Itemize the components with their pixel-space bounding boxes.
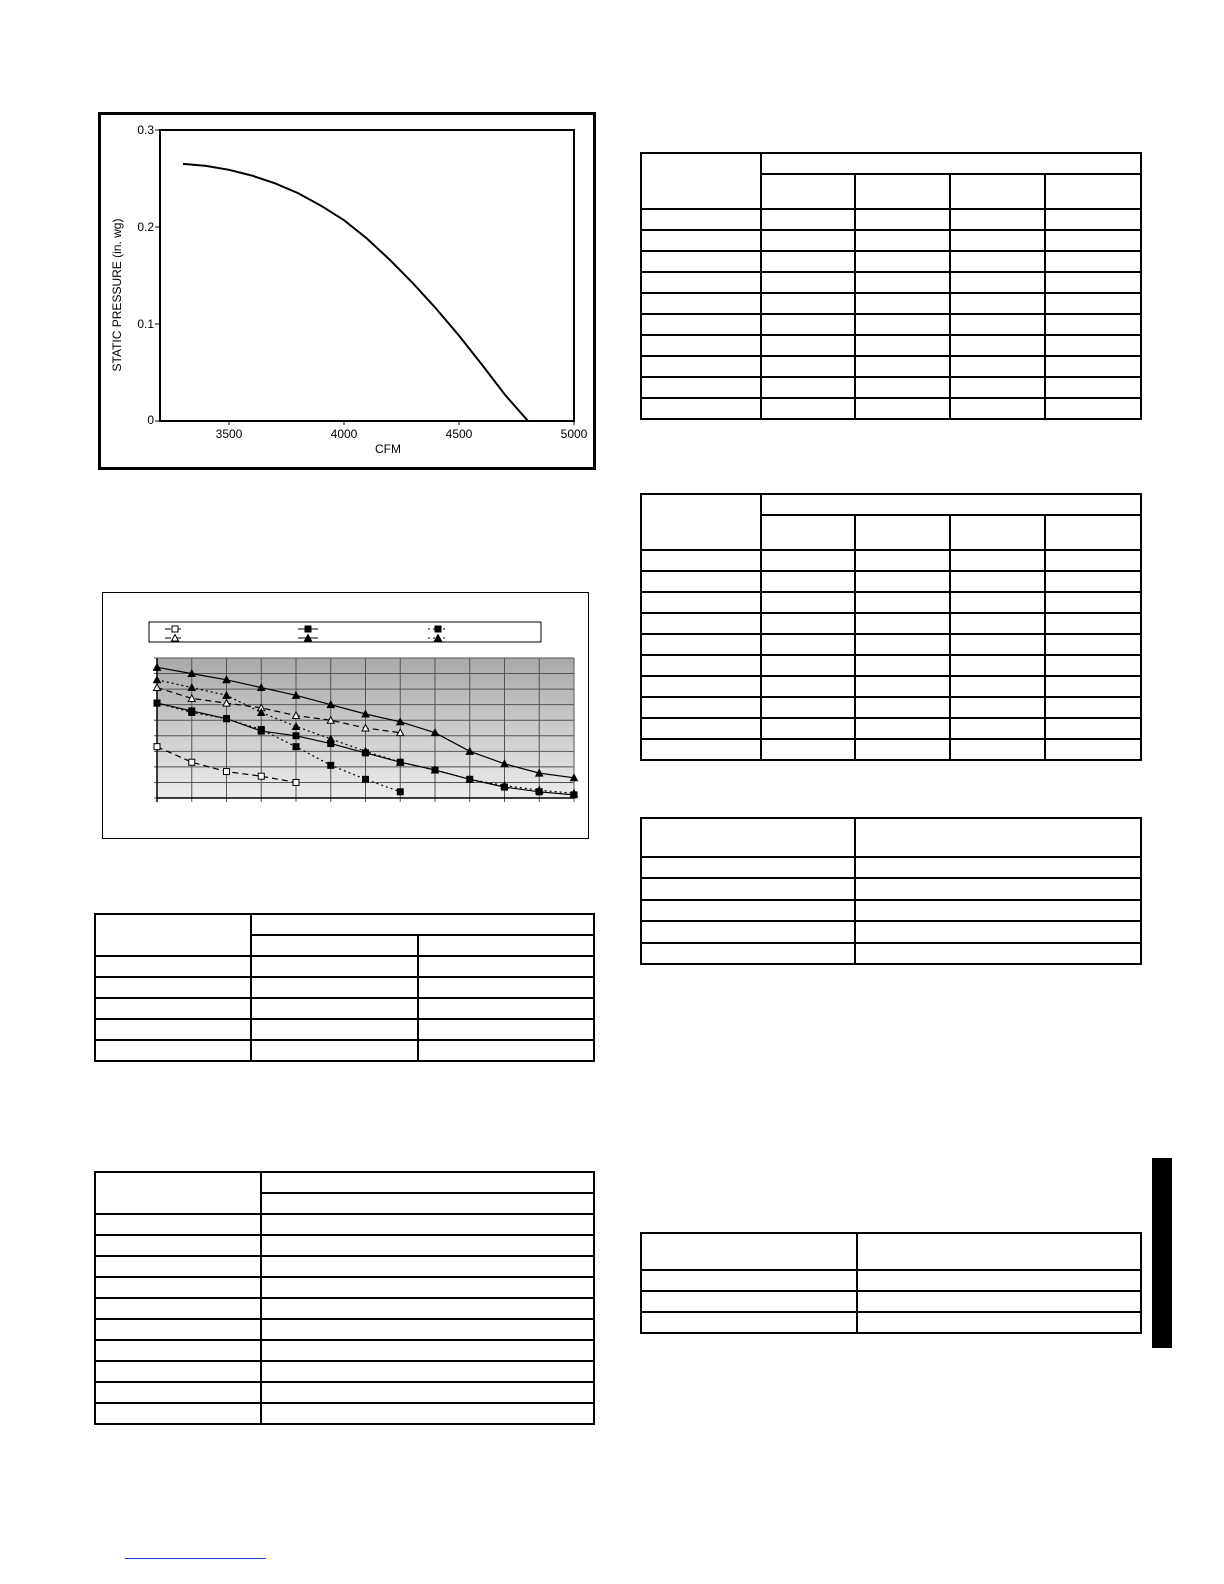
table-cell xyxy=(418,998,594,1019)
table-cell xyxy=(95,1040,251,1061)
table-cell xyxy=(641,739,761,760)
table-cell xyxy=(855,398,950,419)
table-row xyxy=(641,900,1141,921)
table-cell xyxy=(95,956,251,977)
table-cell xyxy=(950,377,1046,398)
table-row xyxy=(95,998,594,1019)
table-row xyxy=(95,1235,594,1256)
table-cell xyxy=(855,251,950,272)
table-cell xyxy=(418,1019,594,1040)
table-cell xyxy=(418,1040,594,1061)
table-cell xyxy=(1045,571,1141,592)
table-cell xyxy=(641,209,761,230)
table-cell xyxy=(950,314,1046,335)
table-cell xyxy=(761,230,856,251)
table-cell xyxy=(950,634,1046,655)
table-cell xyxy=(95,1340,261,1361)
table-row xyxy=(641,592,1141,613)
table-row xyxy=(641,209,1141,230)
section-tab xyxy=(1152,1158,1172,1348)
data-point-marker xyxy=(258,773,264,779)
table-cell xyxy=(641,550,761,571)
table-cell xyxy=(1045,335,1141,356)
table-cell xyxy=(1045,613,1141,634)
table-cell xyxy=(950,739,1046,760)
table-cell xyxy=(1045,515,1141,550)
x-tick-label: 4000 xyxy=(330,427,358,441)
table-cell xyxy=(761,174,856,209)
table-cell xyxy=(761,550,856,571)
table-cell xyxy=(641,230,761,251)
right-table-1 xyxy=(640,152,1142,420)
table-cell xyxy=(950,718,1046,739)
table-cell xyxy=(855,878,1141,899)
data-point-marker xyxy=(172,626,178,632)
table-row xyxy=(641,739,1141,760)
x-tick-label: 4500 xyxy=(445,427,473,441)
table-row xyxy=(95,1361,594,1382)
table-cell xyxy=(950,251,1046,272)
y-tick-label: 0 xyxy=(147,413,154,427)
table-cell xyxy=(1045,272,1141,293)
y-tick-label: 0.3 xyxy=(137,123,154,137)
table-cell xyxy=(641,900,855,921)
plot-area xyxy=(160,130,574,421)
table-cell xyxy=(855,314,950,335)
table-cell xyxy=(761,592,856,613)
table-cell xyxy=(641,335,761,356)
table-row xyxy=(641,571,1141,592)
table-cell xyxy=(641,1233,857,1270)
table-cell xyxy=(855,335,950,356)
table-cell xyxy=(950,676,1046,697)
table-cell xyxy=(251,935,417,956)
pressure-curve xyxy=(183,164,544,421)
table-cell xyxy=(261,1382,594,1403)
table-cell xyxy=(950,571,1046,592)
table-cell xyxy=(761,272,856,293)
table-cell xyxy=(95,1256,261,1277)
table-row xyxy=(641,398,1141,419)
data-point-marker xyxy=(293,779,299,785)
table-cell xyxy=(855,571,950,592)
table-cell xyxy=(641,1312,857,1333)
right-table-3 xyxy=(640,817,1142,965)
table-cell xyxy=(418,977,594,998)
table-cell xyxy=(855,739,950,760)
table-cell xyxy=(950,174,1046,209)
table-cell xyxy=(1045,377,1141,398)
y-tick-label: 0.2 xyxy=(137,220,154,234)
table-cell xyxy=(1045,293,1141,314)
table-cell xyxy=(761,251,856,272)
table-cell xyxy=(950,398,1046,419)
table-cell xyxy=(855,377,950,398)
table-row xyxy=(641,634,1141,655)
table-cell xyxy=(855,900,1141,921)
table-cell xyxy=(261,1193,594,1214)
table-row xyxy=(95,914,594,935)
table-cell xyxy=(641,1270,857,1291)
table-cell xyxy=(641,356,761,377)
table-cell xyxy=(261,1361,594,1382)
table-cell xyxy=(95,1319,261,1340)
table-row xyxy=(641,1291,1141,1312)
table-cell xyxy=(641,398,761,419)
table-cell xyxy=(641,921,855,942)
table-cell xyxy=(251,1040,417,1061)
table-cell xyxy=(641,251,761,272)
table-cell xyxy=(761,739,856,760)
table-cell xyxy=(95,1214,261,1235)
data-point-marker xyxy=(397,789,403,795)
table-cell xyxy=(855,655,950,676)
static-pressure-chart xyxy=(98,112,596,470)
table-row xyxy=(641,613,1141,634)
table-row xyxy=(641,676,1141,697)
table-cell xyxy=(761,314,856,335)
right-table-4 xyxy=(640,1232,1142,1334)
table-row xyxy=(641,1270,1141,1291)
table-cell xyxy=(761,697,856,718)
table-cell xyxy=(855,921,1141,942)
table-cell xyxy=(95,1277,261,1298)
table-cell xyxy=(261,1214,594,1235)
table-cell xyxy=(95,1235,261,1256)
table-cell xyxy=(95,1403,261,1424)
table-cell xyxy=(641,878,855,899)
table-cell xyxy=(261,1319,594,1340)
performance-chart-svg xyxy=(103,593,588,838)
table-cell xyxy=(761,613,856,634)
y-tick-label: 0.1 xyxy=(137,317,154,331)
table-cell xyxy=(1045,634,1141,655)
table-row xyxy=(95,1019,594,1040)
table-row xyxy=(641,272,1141,293)
table-cell xyxy=(641,571,761,592)
table-row xyxy=(95,1298,594,1319)
table-cell xyxy=(855,697,950,718)
table-cell xyxy=(950,293,1046,314)
table-cell xyxy=(95,914,251,956)
table-cell xyxy=(261,1172,594,1193)
table-row xyxy=(641,857,1141,878)
table-cell xyxy=(261,1256,594,1277)
chart-legend xyxy=(149,622,541,642)
table-cell xyxy=(641,153,761,209)
left-table-1 xyxy=(94,913,595,1062)
table-cell xyxy=(761,356,856,377)
table-row xyxy=(95,1319,594,1340)
table-cell xyxy=(761,571,856,592)
data-point-marker xyxy=(293,744,299,750)
table-row xyxy=(641,943,1141,964)
static-pressure-chart-svg xyxy=(101,115,593,467)
right-table-2 xyxy=(640,493,1142,761)
performance-chart xyxy=(102,592,589,839)
table-cell xyxy=(950,655,1046,676)
table-cell xyxy=(1045,251,1141,272)
data-point-marker xyxy=(435,626,441,632)
table-cell xyxy=(1045,739,1141,760)
x-tick-label: 3500 xyxy=(215,427,243,441)
data-point-marker xyxy=(154,744,160,750)
x-tick-label: 5000 xyxy=(560,427,588,441)
table-cell xyxy=(1045,174,1141,209)
table-cell xyxy=(950,209,1046,230)
table-cell xyxy=(855,818,1141,857)
table-row xyxy=(95,956,594,977)
table-cell xyxy=(95,1019,251,1040)
table-row xyxy=(641,550,1141,571)
table-cell xyxy=(261,1403,594,1424)
table-row xyxy=(95,1214,594,1235)
table-cell xyxy=(641,697,761,718)
table-cell xyxy=(761,494,1141,515)
table-row xyxy=(95,977,594,998)
table-row xyxy=(641,251,1141,272)
x-axis-label: CFM xyxy=(375,442,401,456)
table-row xyxy=(641,153,1141,174)
table-cell xyxy=(855,592,950,613)
table-cell xyxy=(761,209,856,230)
table-cell xyxy=(857,1270,1141,1291)
table-cell xyxy=(641,293,761,314)
table-cell xyxy=(95,1172,261,1214)
table-cell xyxy=(251,998,417,1019)
table-row xyxy=(95,1277,594,1298)
table-cell xyxy=(1045,230,1141,251)
table-cell xyxy=(641,676,761,697)
table-row xyxy=(641,377,1141,398)
table-cell xyxy=(855,230,950,251)
table-row xyxy=(641,335,1141,356)
data-point-marker xyxy=(224,716,230,722)
table-cell xyxy=(251,1019,417,1040)
table-cell xyxy=(251,914,594,935)
table-row xyxy=(641,697,1141,718)
table-row xyxy=(641,293,1141,314)
table-cell xyxy=(641,314,761,335)
table-cell xyxy=(95,1298,261,1319)
data-point-marker xyxy=(224,769,230,775)
table-cell xyxy=(95,1382,261,1403)
table-cell xyxy=(95,1361,261,1382)
data-point-marker xyxy=(154,700,160,706)
table-cell xyxy=(950,613,1046,634)
table-row xyxy=(641,878,1141,899)
table-cell xyxy=(857,1291,1141,1312)
table-cell xyxy=(641,634,761,655)
table-cell xyxy=(855,943,1141,964)
table-cell xyxy=(641,272,761,293)
table-row xyxy=(95,1403,594,1424)
table-cell xyxy=(641,494,761,550)
data-point-marker xyxy=(189,759,195,765)
table-cell xyxy=(761,398,856,419)
table-cell xyxy=(641,718,761,739)
table-cell xyxy=(1045,209,1141,230)
table-cell xyxy=(1045,356,1141,377)
table-cell xyxy=(950,356,1046,377)
table-cell xyxy=(855,857,1141,878)
table-cell xyxy=(641,613,761,634)
y-axis-label: STATIC PRESSURE (in. wg) xyxy=(110,218,124,372)
footer-link-underline[interactable] xyxy=(125,1558,266,1559)
table-cell xyxy=(261,1340,594,1361)
table-cell xyxy=(1045,550,1141,571)
table-cell xyxy=(855,174,950,209)
table-cell xyxy=(950,335,1046,356)
table-cell xyxy=(857,1233,1141,1270)
table-cell xyxy=(1045,697,1141,718)
table-row xyxy=(641,921,1141,942)
table-row xyxy=(641,356,1141,377)
table-cell xyxy=(761,655,856,676)
table-cell xyxy=(950,272,1046,293)
table-cell xyxy=(950,230,1046,251)
table-cell xyxy=(1045,314,1141,335)
table-cell xyxy=(1045,655,1141,676)
table-row xyxy=(641,494,1141,515)
table-cell xyxy=(261,1298,594,1319)
table-cell xyxy=(641,1291,857,1312)
table-cell xyxy=(1045,398,1141,419)
table-row xyxy=(95,1340,594,1361)
data-point-marker xyxy=(305,626,311,632)
table-cell xyxy=(418,956,594,977)
table-cell xyxy=(855,515,950,550)
data-point-marker xyxy=(293,733,299,739)
table-cell xyxy=(761,153,1141,174)
table-row xyxy=(95,1172,594,1193)
table-cell xyxy=(855,613,950,634)
table-cell xyxy=(855,550,950,571)
data-point-marker xyxy=(189,709,195,715)
table-row xyxy=(641,718,1141,739)
table-cell xyxy=(761,718,856,739)
table-cell xyxy=(641,943,855,964)
table-cell xyxy=(761,335,856,356)
table-cell xyxy=(855,209,950,230)
table-cell xyxy=(1045,592,1141,613)
table-cell xyxy=(95,977,251,998)
table-row xyxy=(641,1233,1141,1270)
table-cell xyxy=(761,676,856,697)
table-cell xyxy=(251,977,417,998)
table-cell xyxy=(1045,718,1141,739)
table-cell xyxy=(95,998,251,1019)
table-cell xyxy=(641,655,761,676)
table-cell xyxy=(261,1235,594,1256)
table-cell xyxy=(855,634,950,655)
table-cell xyxy=(950,697,1046,718)
table-row xyxy=(95,1040,594,1061)
table-row xyxy=(641,1312,1141,1333)
table-row xyxy=(641,818,1141,857)
table-row xyxy=(641,655,1141,676)
table-cell xyxy=(761,634,856,655)
table-cell xyxy=(950,592,1046,613)
table-cell xyxy=(857,1312,1141,1333)
table-cell xyxy=(641,592,761,613)
table-cell xyxy=(641,377,761,398)
table-cell xyxy=(855,676,950,697)
table-cell xyxy=(950,550,1046,571)
table-cell xyxy=(641,818,855,857)
table-row xyxy=(641,230,1141,251)
table-cell xyxy=(950,515,1046,550)
table-row xyxy=(641,314,1141,335)
table-cell xyxy=(418,935,594,956)
table-row xyxy=(95,1382,594,1403)
table-cell xyxy=(261,1277,594,1298)
table-cell xyxy=(855,718,950,739)
table-cell xyxy=(641,857,855,878)
table-cell xyxy=(251,956,417,977)
left-table-2 xyxy=(94,1171,595,1425)
table-cell xyxy=(761,293,856,314)
table-cell xyxy=(1045,676,1141,697)
data-point-marker xyxy=(363,776,369,782)
data-point-marker xyxy=(258,727,264,733)
data-point-marker xyxy=(328,762,334,768)
table-cell xyxy=(761,515,856,550)
table-cell xyxy=(855,293,950,314)
table-cell xyxy=(855,272,950,293)
table-cell xyxy=(855,356,950,377)
table-row xyxy=(95,1256,594,1277)
table-cell xyxy=(761,377,856,398)
